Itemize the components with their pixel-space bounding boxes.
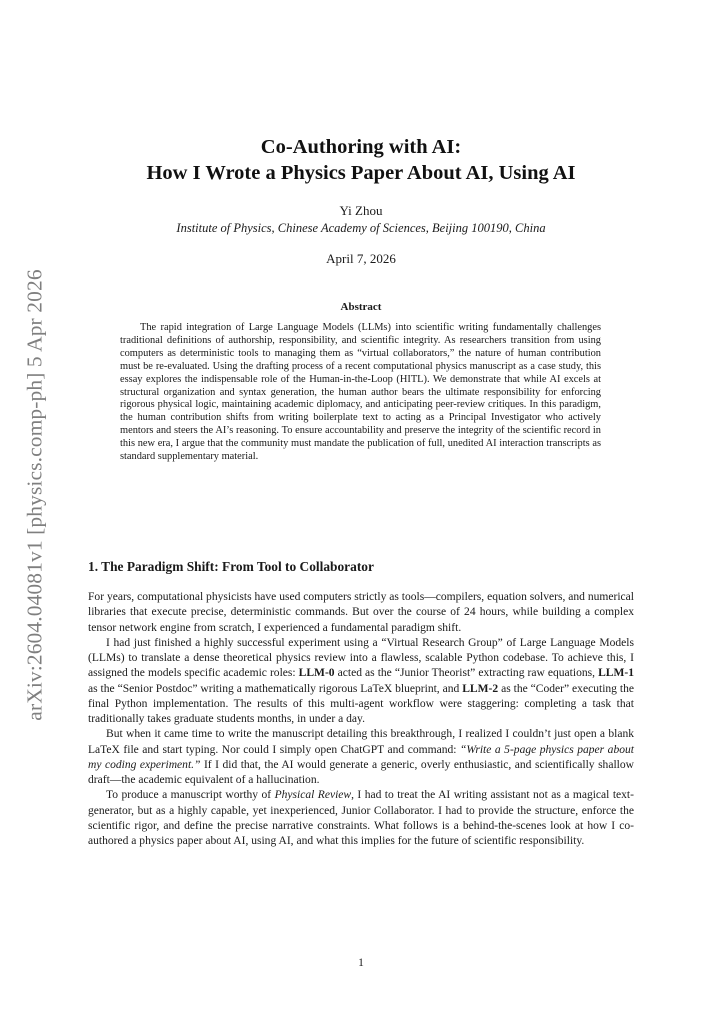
page-number: 1 xyxy=(358,957,364,969)
paper-title xyxy=(88,134,634,186)
llm-0-label: LLM-0 xyxy=(298,667,335,680)
paragraph-1: For years, computational physicists have used computers strictly as tools—compilers, equation solvers, and numerical libraries that execute precise, deterministic commands. But over the course of 24 hours, while building a complex tensor network engine from scratch, I experienced a fundamental paradigm shift. xyxy=(88,591,634,634)
paragraph-4 xyxy=(88,788,634,849)
journal-name: Physical Review xyxy=(274,789,352,802)
paragraph-4-text-a: To produce a manuscript worthy of xyxy=(106,789,275,802)
paragraph-2-text-b: acted as the “Junior Theorist” extracting raw equations, xyxy=(334,667,599,680)
paragraph-3-text-a: But when it came time to write the manuscript detailing this breakthrough, I realized I couldn’t just open a blank LaTeX file and start typing. Nor could I simply open ChatGPT and command: xyxy=(88,728,634,756)
prompt-quote: “Write a 5-page physics paper about my coding experiment.” xyxy=(88,743,634,771)
abstract-heading: Abstract xyxy=(340,301,382,313)
llm-1-label: LLM-1 xyxy=(598,667,634,680)
author-affiliation: Institute of Physics, Chinese Academy of Sciences, Beijing 100190, China xyxy=(176,221,546,235)
paragraph-4-text-b: , I had to treat the AI writing assistant not as a magical text-generator, but as a highly capable, yet inexperienced, Junior Collaborator. I had to provide the structure, enforce the scientific rigor, and define the precise narrative constraints. What follows is a behind-the-scenes look at how I co-authored a physics paper about AI, using AI, and what this implies for the future of scientific responsibility. xyxy=(88,789,634,847)
paragraph-3-text-b: If I did that, the AI would generate a generic, overly enthusiastic, and scientifically shallow draft—the academic equivalent of a hallucination. xyxy=(88,758,634,786)
paragraph-2-text-c: as the “Senior Postdoc” writing a mathematically rigorous LaTeX blueprint, and xyxy=(88,682,463,695)
paragraph-2-text-a: I had just finished a highly successful experiment using a “Virtual Research Group” of Large Language Models (LLMs) to translate a dense theoretical physics review into a flawless, scalable Python codebase. To achieve this, I assigned the models specific academic roles: xyxy=(88,636,634,680)
section-1-body xyxy=(88,590,634,849)
author-name: Yi Zhou xyxy=(339,203,383,218)
llm-2-label: LLM-2 xyxy=(462,682,499,695)
paragraph-3 xyxy=(88,727,634,788)
arxiv-identifier-stamp xyxy=(22,250,48,740)
paragraph-2 xyxy=(88,636,634,728)
paper-date: April 7, 2026 xyxy=(326,251,396,266)
arxiv-identifier-text: arXiv:2604.04081v1 [physics.comp-ph] 5 Apr 2026 xyxy=(22,269,47,721)
paragraph-2-text-d: as the “Coder” executing the final Python implementation. The results of this multi-agent workflow were staggering: completing a task that traditionally takes graduate students months, in under a day. xyxy=(88,682,634,725)
title-line-2: How I Wrote a Physics Paper About AI, Using AI xyxy=(146,162,576,184)
section-1-heading: 1. The Paradigm Shift: From Tool to Collaborator xyxy=(88,559,374,574)
title-line-1: Co-Authoring with AI: xyxy=(260,136,462,158)
abstract-text: The rapid integration of Large Language Models (LLMs) into scientific writing fundamentally challenges traditional definitions of authorship, responsibility, and scientific integrity. As researchers transition from using computers as deterministic tools to managing them as “virtual collaborators,” the nature of human contribution must be re-evaluated. Using the drafting process of a recent computational physics manuscript as a case study, this essay explores the indispensable role of the Human-in-the-Loop (HITL). We demonstrate that while AI excels at structural organization and syntax generation, the human author bears the ultimate responsibility for enforcing rigorous physical logic, maintaining academic diplomacy, and anticipating peer-review critiques. In this paradigm, the human contribution shifts from writing boilerplate text to acting as a Principal Investigator who actively mentors and steers the AI’s reasoning. To ensure accountability and preserve the integrity of the scientific record in this new era, I argue that the community must mandate the publication of full, unedited AI interaction transcripts as standard supplementary material. xyxy=(120,322,601,463)
